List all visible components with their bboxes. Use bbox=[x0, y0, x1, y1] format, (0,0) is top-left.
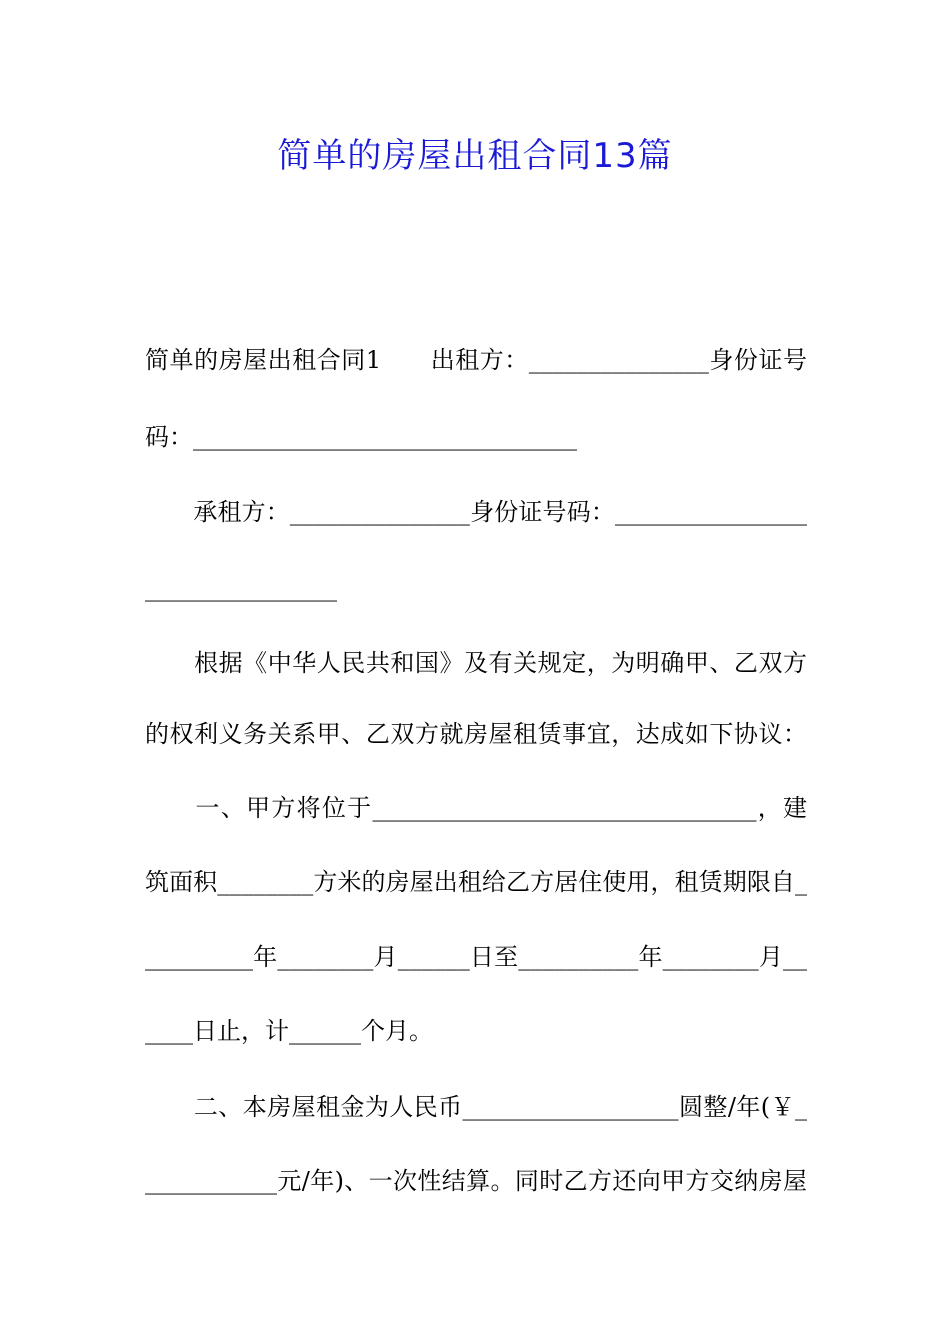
paragraph-line-1: 简单的房屋出租合同1 出租方：_______________身份证号 bbox=[145, 346, 807, 374]
paragraph-line-4: ________________ bbox=[145, 574, 337, 602]
paragraph-line-7: 一、甲方将位于________________________________，建 bbox=[145, 794, 807, 822]
paragraph-line-8: 筑面积________方米的房屋出租给乙方居住使用，租赁期限自_ bbox=[145, 868, 807, 896]
paragraph-line-5: 根据《中华人民共和国》及有关规定，为明确甲、乙双方 bbox=[145, 649, 807, 677]
document-title: 简单的房屋出租合同13篇 bbox=[277, 136, 673, 176]
paragraph-line-3: 承租方：_______________身份证号码：________________ bbox=[145, 498, 807, 526]
paragraph-line-2: 码：________________________________ bbox=[145, 423, 577, 451]
paragraph-line-6: 的权利义务关系甲、乙双方就房屋租赁事宜，达成如下协议： bbox=[145, 720, 807, 748]
paragraph-line-11: 二、本房屋租金为人民币__________________圆整/年(￥_ bbox=[145, 1093, 807, 1121]
paragraph-line-10: ____日止，计______个月。 bbox=[145, 1017, 433, 1045]
paragraph-line-9: _________年________月______日至__________年________月__ bbox=[145, 943, 807, 971]
paragraph-line-12: ___________元/年)、一次性结算。同时乙方还向甲方交纳房屋 bbox=[145, 1167, 807, 1195]
